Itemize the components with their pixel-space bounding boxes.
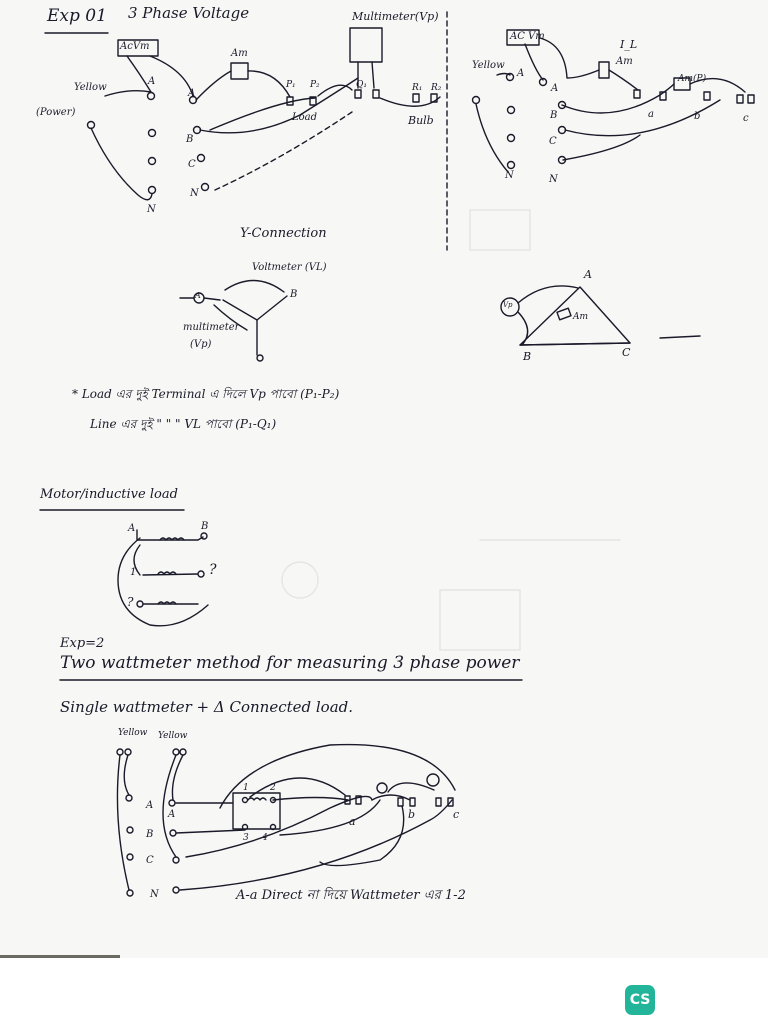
exp2-yellow-1: Yellow bbox=[118, 728, 148, 738]
right-ac-vm-label: AC Vm bbox=[510, 31, 545, 42]
delta-vp-label: Vp bbox=[503, 301, 513, 309]
multimeter-label: Multimeter(Vp) bbox=[352, 10, 439, 23]
delta-b-label: B bbox=[523, 350, 532, 363]
wattmeter-t3: 3 bbox=[243, 833, 249, 843]
camscanner-logo: CS bbox=[625, 985, 655, 1015]
am-label: Am bbox=[231, 48, 248, 59]
motor-one-label: 1 bbox=[130, 567, 137, 578]
motor-q1-label: ? bbox=[209, 562, 217, 578]
delta-a-label: A bbox=[584, 268, 592, 281]
right-node-n-label: N bbox=[505, 170, 514, 181]
y-voltmeter-label: Voltmeter (VL) bbox=[252, 262, 327, 273]
r1-label: R₁ bbox=[412, 83, 423, 93]
p2-label: P₂ bbox=[310, 80, 320, 90]
right-node-b-label: B bbox=[550, 110, 558, 121]
node-b-label: B bbox=[186, 134, 194, 145]
r2-label: R₂ bbox=[431, 83, 442, 93]
exp2-subheading: Single wattmeter + Δ Connected load. bbox=[60, 698, 354, 716]
exp2-load-a: a bbox=[349, 815, 356, 828]
il-label: I_L bbox=[620, 38, 638, 51]
y-a-label: A bbox=[195, 291, 201, 300]
wattmeter-t4: 4 bbox=[262, 833, 268, 843]
exp2-load-b: b bbox=[408, 808, 416, 821]
exp2-b-label: B bbox=[146, 829, 154, 840]
y-b-label: B bbox=[290, 289, 298, 300]
am-p-label: Am(P) bbox=[678, 74, 707, 84]
node-a2-label: A bbox=[188, 88, 196, 99]
y-multimeter-label: multimeter bbox=[183, 322, 240, 333]
right-node-a-label: A bbox=[517, 68, 525, 79]
y-connection-title: Y-Connection bbox=[240, 226, 327, 241]
ammeter-box bbox=[231, 63, 248, 79]
motor-title: Motor/inductive load bbox=[40, 487, 178, 502]
node-a-label: A bbox=[148, 76, 156, 87]
exp2-yellow-2: Yellow bbox=[158, 731, 188, 741]
exp2-heading: Two wattmeter method for measuring 3 phase power bbox=[60, 653, 520, 673]
load-label: Load bbox=[292, 112, 318, 123]
bulb-label: Bulb bbox=[408, 114, 434, 127]
ac-vm-label: AcVm bbox=[120, 41, 150, 52]
exp2-c-label: C bbox=[146, 855, 154, 866]
right-node-a2-label: A bbox=[551, 83, 559, 94]
wattmeter-t1: 1 bbox=[243, 783, 249, 793]
multimeter-box bbox=[350, 28, 382, 62]
note-line-2: Line এর দুই " " " VL পাবো (P₁-Q₁) bbox=[90, 417, 277, 431]
node-n2-label: N bbox=[147, 204, 156, 215]
q1-label: Q₁ bbox=[356, 80, 367, 90]
exp2-a-label: A bbox=[146, 800, 154, 811]
node-c-label: C bbox=[188, 159, 196, 170]
exp2-note: A-a Direct না দিয়ে Wattmeter এর 1-2 bbox=[236, 888, 466, 903]
y-vp-label: (Vp) bbox=[190, 339, 212, 350]
delta-c-label: C bbox=[622, 346, 631, 359]
right-am-label: Am bbox=[616, 56, 633, 67]
right-node-n2-label: N bbox=[549, 174, 558, 185]
motor-a-label: A bbox=[128, 523, 136, 534]
motor-b-label: B bbox=[201, 521, 209, 532]
motor-q2-label: ? bbox=[127, 595, 134, 609]
note-line-1: * Load এর দুই Terminal এ দিলে Vp পাবো (P₁-P₂) bbox=[72, 387, 340, 401]
exp2-inner-a-label: A bbox=[168, 809, 176, 820]
exp2-title: Exp=2 bbox=[60, 636, 105, 651]
right-c-label: c bbox=[743, 113, 749, 124]
node-n-label: N bbox=[190, 188, 199, 199]
p1-label: P₁ bbox=[286, 80, 296, 90]
power-label: (Power) bbox=[36, 107, 76, 118]
exp1-subtitle: 3 Phase Voltage bbox=[128, 4, 250, 22]
yellow-label: Yellow bbox=[74, 82, 107, 93]
right-b-label: b bbox=[694, 111, 701, 122]
exp2-load-c: c bbox=[453, 808, 460, 821]
wattmeter-t2: 2 bbox=[270, 783, 276, 793]
right-a-label: a bbox=[648, 109, 654, 120]
right-node-c-label: C bbox=[549, 136, 557, 147]
right-yellow-label: Yellow bbox=[472, 60, 505, 71]
exp1-title: Exp 01 bbox=[47, 6, 107, 26]
exp2-n-label: N bbox=[150, 889, 159, 900]
delta-am-label: Am bbox=[573, 312, 589, 322]
